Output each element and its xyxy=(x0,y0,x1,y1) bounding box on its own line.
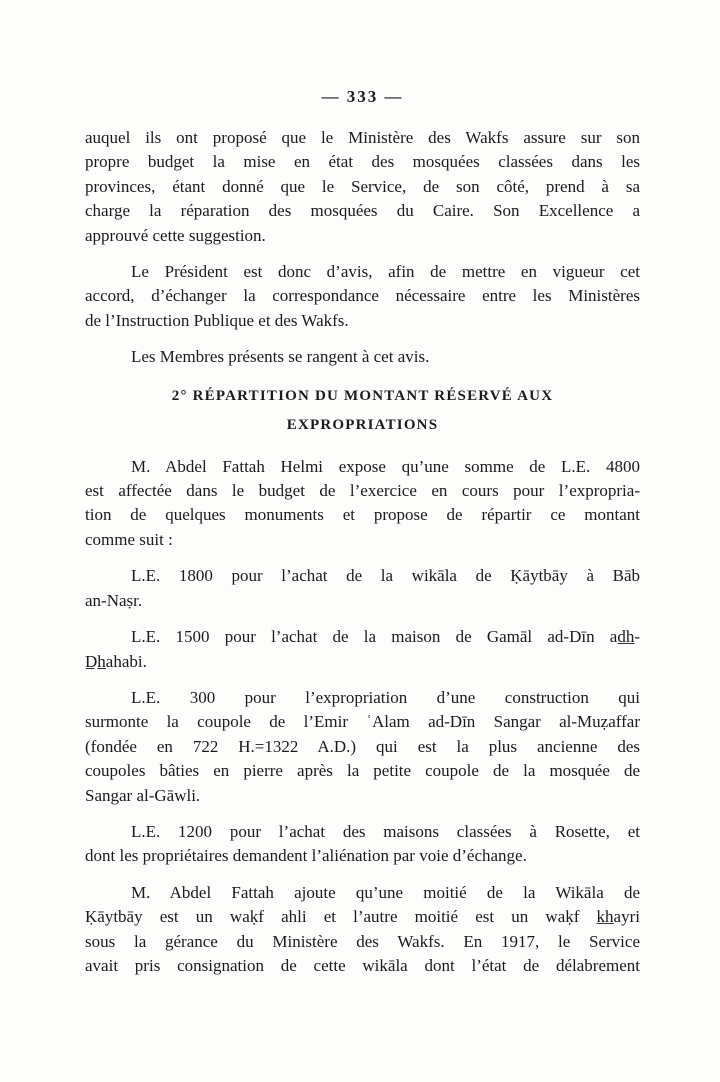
text-line: accord, d’échanger la correspondance nécessaire entre les Ministères xyxy=(85,286,640,306)
text-line: approuvé cette suggestion. xyxy=(85,225,266,245)
text-line: charge la réparation des mosquées du Caire. Son Excellence a xyxy=(85,201,640,221)
section-heading-line: 2° RÉPARTITION DU MONTANT RÉSERVÉ AUX xyxy=(171,387,554,404)
paragraph xyxy=(85,564,640,613)
text-line: an-Naṣr. xyxy=(85,590,143,610)
text-line: coupoles bâties en pierre après la petite coupole de la mosquée de xyxy=(85,761,640,781)
paragraph xyxy=(85,345,640,369)
text-line: M. Abdel Fattah Helmi expose qu’une somme de L.E. 4800 xyxy=(131,456,640,476)
page-number: — 333 — xyxy=(321,87,404,106)
paragraph xyxy=(85,260,640,333)
text-line: L.E. 1800 pour l’achat de la wikāla de Ḳāytbāy à Bāb xyxy=(131,566,640,586)
text-line: Le Président est donc d’avis, afin de mettre en vigueur cet xyxy=(131,262,640,282)
text-line: L.E. 1200 pour l’achat des maisons classées à Rosette, et xyxy=(131,821,640,841)
text-line: sous la gérance du Ministère des Wakfs. En 1917, le Service xyxy=(85,931,640,951)
text-line: est affectée dans le budget de l’exercice en cours pour l’expropria- xyxy=(85,481,640,501)
text-line: tion de quelques monuments et propose de répartir ce montant xyxy=(85,505,640,525)
section-heading xyxy=(85,382,640,440)
text-line: surmonte la coupole de l’Emir ʿAlam ad-Dīn Sangar al-Muẓaffar xyxy=(85,712,640,732)
text-line: comme suit : xyxy=(85,529,173,549)
text-line: Sangar al-Gāwli. xyxy=(85,785,201,805)
text-line: Ḳāytbāy est un waḳf ahli et l’autre moitié est un waḳf k̲h̲ayri xyxy=(85,907,640,927)
paragraph xyxy=(85,686,640,808)
paragraph xyxy=(85,625,640,674)
text-line: (fondée en 722 H.=1322 A.D.) qui est la plus ancienne des xyxy=(85,736,640,756)
text-line: de l’Instruction Publique et des Wakfs. xyxy=(85,310,349,330)
text-line: avait pris consignation de cette wikāla dont l’état de délabrement xyxy=(85,955,640,975)
text-line: propre budget la mise en état des mosquées classées dans les xyxy=(85,152,640,172)
paragraph xyxy=(85,820,640,869)
text-line: D̲h̲ahabi. xyxy=(85,651,147,671)
text-line: provinces, étant donné que le Service, de son côté, prend à sa xyxy=(85,176,640,196)
text-line: Les Membres présents se rangent à cet avis. xyxy=(131,347,430,367)
text-line: L.E. 300 pour l’expropriation d’une construction qui xyxy=(131,687,640,707)
text-line: auquel ils ont proposé que le Ministère des Wakfs assure sur son xyxy=(85,128,640,147)
paragraph xyxy=(85,881,640,979)
paragraph xyxy=(85,126,640,248)
text-line: dont les propriétaires demandent l’aliénation par voie d’échange. xyxy=(85,846,527,866)
section-heading-line: EXPROPRIATIONS xyxy=(286,416,439,433)
paragraph xyxy=(85,455,640,553)
text-line: M. Abdel Fattah ajoute qu’une moitié de la Wikāla de xyxy=(131,882,640,902)
text-line: L.E. 1500 pour l’achat de la maison de Gamāl ad-Dīn ad̲h̲- xyxy=(131,627,640,647)
